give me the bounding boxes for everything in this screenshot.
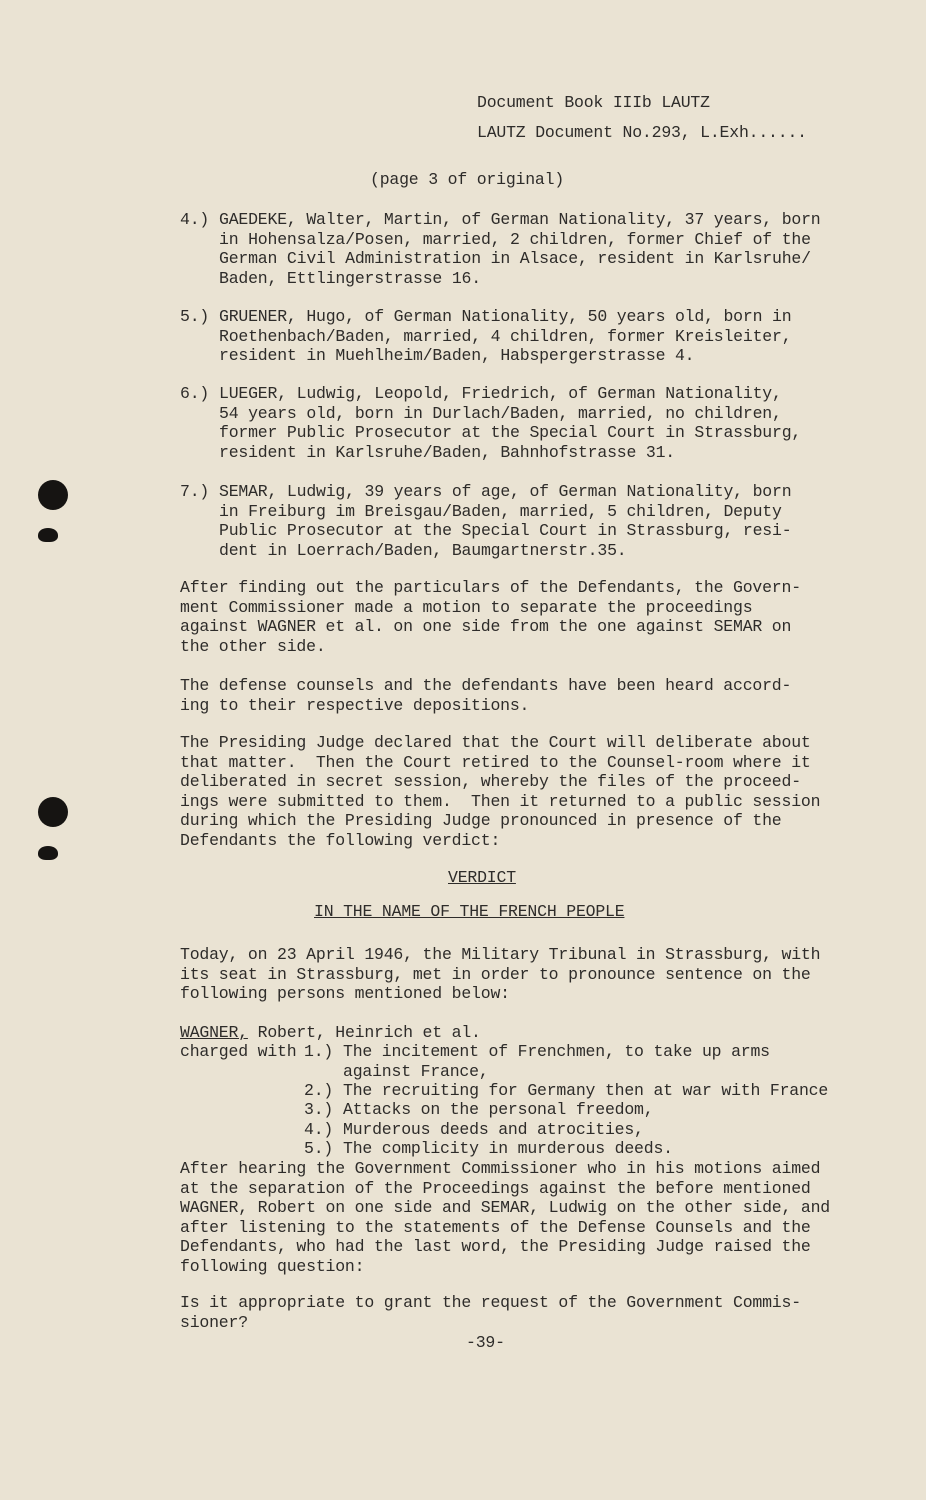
paragraph-question bbox=[180, 1293, 801, 1332]
defendant-line: GRUENER, Hugo, of German Nationality, 50 years old, born in bbox=[219, 307, 792, 326]
document-book-header: Document Book IIIb LAUTZ bbox=[477, 93, 710, 112]
charge-line: The recruiting for Germany then at war with France bbox=[343, 1081, 829, 1100]
paragraph-line: the other side. bbox=[180, 636, 326, 656]
charge-line: The complicity in murderous deeds. bbox=[343, 1139, 673, 1158]
charge-line: Murderous deeds and atrocities, bbox=[343, 1120, 644, 1139]
paragraph-hearing bbox=[180, 1159, 830, 1277]
defendant-number: 6.) bbox=[180, 384, 210, 403]
paragraph-line: After finding out the particulars of the Defendants, the Govern- bbox=[180, 578, 801, 597]
punch-hole bbox=[38, 846, 58, 860]
paragraph-motion bbox=[180, 578, 801, 656]
accused-given-names: Robert, Heinrich et al. bbox=[247, 1023, 481, 1042]
defendant-line: German Civil Administration in Alsace, resident in Karlsruhe/ bbox=[219, 249, 811, 269]
paragraph-line: The defense counsels and the defendants have been heard accord- bbox=[180, 676, 792, 695]
paragraph-line: After hearing the Government Commissioner who in his motions aimed bbox=[180, 1159, 821, 1178]
defendant-number: 5.) bbox=[180, 307, 210, 326]
defendant-number: 4.) bbox=[180, 210, 210, 229]
charge-item bbox=[343, 1042, 770, 1081]
paragraph-defense bbox=[180, 676, 791, 715]
paragraph-line: following question: bbox=[180, 1256, 365, 1276]
paragraph-line: ing to their respective depositions. bbox=[180, 695, 530, 715]
defendant-line: Roethenbach/Baden, married, 4 children, former Kreisleiter, bbox=[219, 326, 792, 346]
charge-line: The incitement of Frenchmen, to take up arms bbox=[343, 1042, 770, 1061]
accused-surname: WAGNER, bbox=[180, 1023, 248, 1042]
paragraph-line: Is it appropriate to grant the request of the Government Commis- bbox=[180, 1293, 801, 1312]
defendant-entry bbox=[219, 307, 791, 366]
punch-hole bbox=[38, 480, 68, 510]
punch-hole bbox=[38, 797, 68, 827]
paragraph-line: against WAGNER et al. on one side from the one against SEMAR on bbox=[180, 617, 792, 637]
verdict-title: VERDICT bbox=[448, 868, 516, 887]
punch-hole bbox=[38, 528, 58, 542]
defendant-line: in Hohensalza/Posen, married, 2 children, former Chief of the bbox=[219, 229, 811, 249]
paragraph-line: sioner? bbox=[180, 1312, 248, 1332]
page-reference: (page 3 of original) bbox=[370, 170, 565, 189]
defendant-line: GAEDEKE, Walter, Martin, of German Nationality, 37 years, born bbox=[219, 210, 821, 229]
charged-with-label: charged with bbox=[180, 1042, 297, 1061]
paragraph-line: after listening to the statements of the Defense Counsels and the bbox=[180, 1217, 811, 1237]
defendant-line: in Freiburg im Breisgau/Baden, married, 5 children, Deputy bbox=[219, 501, 782, 521]
paragraph-line: Today, on 23 April 1946, the Military Tribunal in Strassburg, with bbox=[180, 945, 821, 964]
charge-number: 3.) bbox=[304, 1100, 334, 1119]
paragraph-deliberation bbox=[180, 733, 820, 851]
defendant-line: LUEGER, Ludwig, Leopold, Friedrich, of German Nationality, bbox=[219, 384, 782, 403]
defendant-line: SEMAR, Ludwig, 39 years of age, of German Nationality, born bbox=[219, 482, 792, 501]
defendant-line: resident in Karlsruhe/Baden, Bahnhofstrasse 31. bbox=[219, 442, 675, 462]
accused-name bbox=[180, 1023, 481, 1043]
paragraph-tribunal bbox=[180, 945, 820, 1004]
charge-number: 1.) bbox=[304, 1042, 334, 1061]
defendant-line: former Public Prosecutor at the Special Court in Strassburg, bbox=[219, 423, 802, 443]
paragraph-line: deliberated in secret session, whereby the files of the proceed- bbox=[180, 772, 801, 792]
charge-number: 2.) bbox=[304, 1081, 334, 1100]
defendant-line: Public Prosecutor at the Special Court in Strassburg, resi- bbox=[219, 521, 792, 541]
defendant-line: dent in Loerrach/Baden, Baumgartnerstr.35. bbox=[219, 540, 627, 560]
defendant-line: resident in Muehlheim/Baden, Habspergerstrasse 4. bbox=[219, 346, 695, 366]
defendant-number: 7.) bbox=[180, 482, 210, 501]
defendant-entry bbox=[219, 482, 791, 560]
paragraph-line: ings were submitted to them. Then it returned to a public session bbox=[180, 791, 821, 811]
paragraph-line: ment Commissioner made a motion to separate the proceedings bbox=[180, 597, 753, 617]
charge-number: 4.) bbox=[304, 1120, 334, 1139]
defendant-entry bbox=[219, 384, 801, 462]
charge-number: 5.) bbox=[304, 1139, 334, 1158]
paragraph-line: its seat in Strassburg, met in order to pronounce sentence on the bbox=[180, 964, 811, 984]
paragraph-line: during which the Presiding Judge pronounced in presence of the bbox=[180, 811, 782, 831]
paragraph-line: WAGNER, Robert on one side and SEMAR, Ludwig on the other side, and bbox=[180, 1198, 831, 1218]
paragraph-line: Defendants, who had the last word, the Presiding Judge raised the bbox=[180, 1237, 811, 1257]
paragraph-line: that matter. Then the Court retired to the Counsel-room where it bbox=[180, 752, 811, 772]
charge-line: Attacks on the personal freedom, bbox=[343, 1100, 654, 1119]
verdict-subtitle: IN THE NAME OF THE FRENCH PEOPLE bbox=[314, 902, 625, 921]
paragraph-line: at the separation of the Proceedings against the before mentioned bbox=[180, 1178, 811, 1198]
paragraph-line: The Presiding Judge declared that the Court will deliberate about bbox=[180, 733, 811, 752]
charge-line: against France, bbox=[343, 1061, 489, 1081]
paragraph-line: following persons mentioned below: bbox=[180, 984, 510, 1004]
paragraph-line: Defendants the following verdict: bbox=[180, 830, 501, 850]
defendant-line: Baden, Ettlingerstrasse 16. bbox=[219, 268, 481, 288]
defendant-entry bbox=[219, 210, 821, 288]
page-number: -39- bbox=[466, 1333, 505, 1352]
document-number-header: LAUTZ Document No.293, L.Exh...... bbox=[477, 123, 807, 142]
defendant-line: 54 years old, born in Durlach/Baden, married, no children, bbox=[219, 403, 782, 423]
